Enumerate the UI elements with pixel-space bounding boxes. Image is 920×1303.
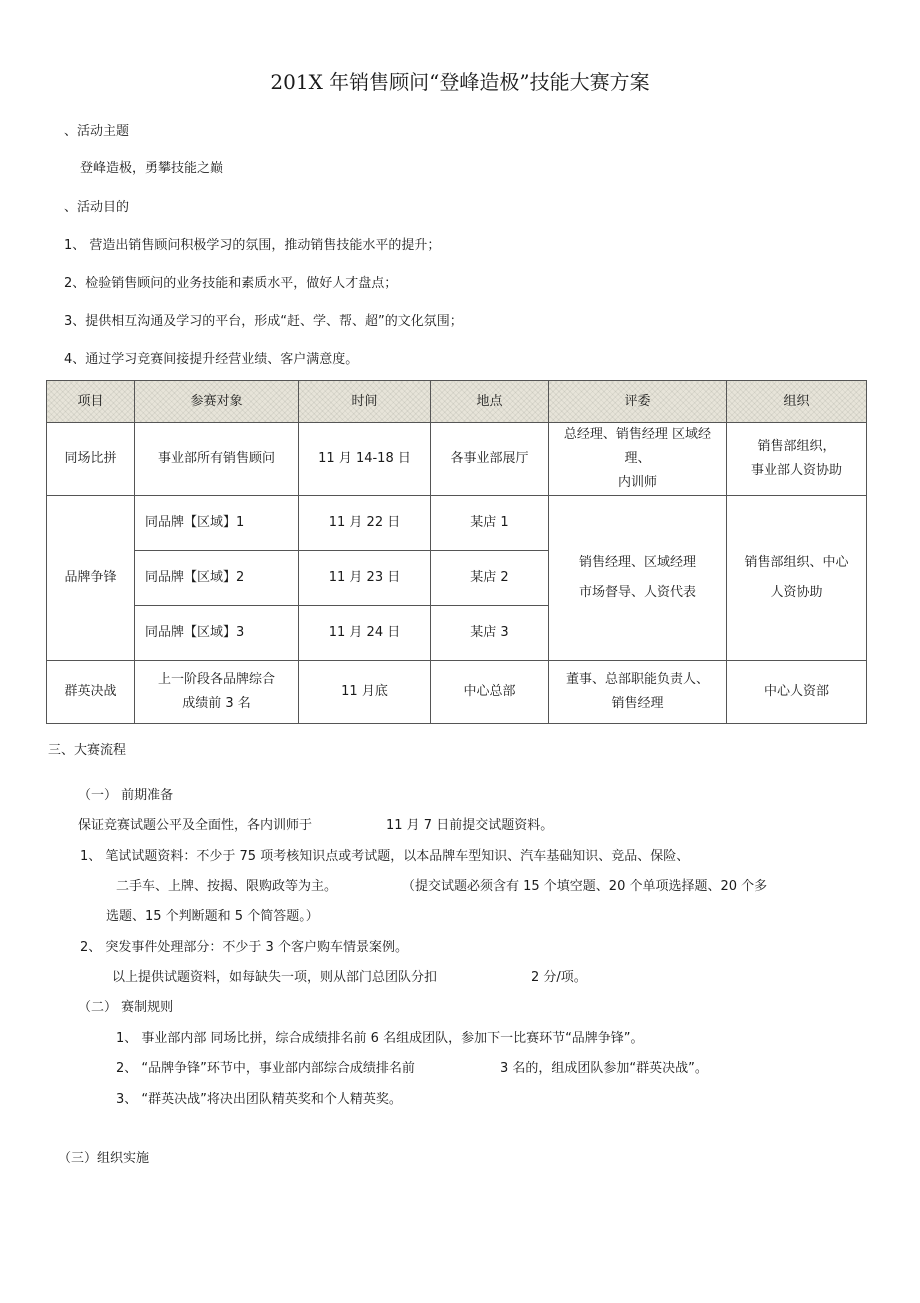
location: 某店 3 — [431, 606, 549, 661]
participants — [135, 661, 299, 724]
section1-text: 登峰造极，勇攀技能之巅 — [80, 161, 224, 176]
table-row — [47, 423, 867, 496]
judges-line: 销售经理 — [611, 696, 664, 711]
organizer-line: 销售部组织， — [757, 439, 836, 454]
organizer — [727, 496, 867, 661]
table-row — [47, 496, 867, 551]
competition-table — [46, 380, 867, 724]
participants-line: 成绩前 3 名 — [182, 696, 251, 711]
rule-item: 2、 “品牌争锋”环节中，事业部内部综合成绩排名前 — [116, 1061, 415, 1076]
participants-line: 上一阶段各品牌综合 — [157, 672, 275, 687]
prep-penalty-points: 2 分/项。 — [531, 970, 587, 985]
goal-item: 2、检验销售顾问的业务技能和素质水平，做好人才盘点； — [64, 276, 398, 291]
table-row — [47, 661, 867, 724]
location: 某店 2 — [431, 551, 549, 606]
section3-heading: 三、大赛流程 — [48, 743, 127, 758]
prep-heading: （一） 前期准备 — [78, 788, 174, 803]
goal-item: 3、提供相互沟通及学习的平台，形成“赶、学、帮、超”的文化氛围； — [64, 314, 463, 329]
prep-intro: 保证竞赛试题公平及全面性，各内训师于 — [78, 818, 313, 833]
org-heading: （三）组织实施 — [58, 1151, 150, 1166]
participants: 同品牌【区域】2 — [135, 551, 299, 606]
section1-heading: 、活动主题 — [64, 124, 130, 139]
organizer-line: 销售部组织、中心 — [744, 555, 849, 570]
prep-item-case: 2、 突发事件处理部分：不少于 3 个客户购车情景案例。 — [80, 940, 408, 955]
location: 中心总部 — [431, 661, 549, 724]
header-cell: 时间 — [299, 381, 431, 423]
judges-line: 市场督导、人资代表 — [578, 585, 696, 600]
prep-intro-date: 11 月 7 日前提交试题资料。 — [386, 818, 554, 833]
organizer: 中心人资部 — [727, 661, 867, 724]
time: 11 月底 — [299, 661, 431, 724]
judges — [549, 423, 727, 496]
goal-item: 1、 营造出销售顾问积极学习的氛围，推动销售技能水平的提升； — [64, 238, 441, 253]
judges — [549, 661, 727, 724]
rule-item: 1、 事业部内部 同场比拼，综合成绩排名前 6 名组成团队，参加下一比赛环节“品牌争锋”。 — [116, 1031, 644, 1046]
event-name: 品牌争锋 — [47, 496, 135, 661]
organizer-line: 人资协助 — [770, 585, 823, 600]
judges-line: 总经理、销售经理 区域经理、 — [563, 427, 712, 466]
judges-line: 董事、总部职能负责人、 — [565, 672, 709, 687]
prep-item-written: 1、 笔试试题资料：不少于 75 项考核知识点或考试题，以本品牌车型知识、汽车基础知识、竞品、保险、 — [80, 849, 690, 864]
time: 11 月 23 日 — [299, 551, 431, 606]
section2-heading: 、活动目的 — [64, 200, 130, 215]
participants: 事业部所有销售顾问 — [135, 423, 299, 496]
rule-item-cont: 3 名的，组成团队参加“群英决战”。 — [500, 1061, 708, 1076]
judges — [549, 496, 727, 661]
time: 11 月 22 日 — [299, 496, 431, 551]
prep-penalty: 以上提供试题资料，如每缺失一项，则从部门总团队分扣 — [112, 970, 438, 985]
location: 某店 1 — [431, 496, 549, 551]
header-cell: 地点 — [431, 381, 549, 423]
goal-item: 4、通过学习竞赛间接提升经营业绩、客户满意度。 — [64, 352, 359, 367]
event-name: 群英决战 — [47, 661, 135, 724]
prep-item-written-note: （提交试题必须含有 15 个填空题、20 个单项选择题、20 个多 — [402, 879, 768, 894]
location: 各事业部展厅 — [431, 423, 549, 496]
header-cell: 组织 — [727, 381, 867, 423]
rule-item: 3、 “群英决战”将决出团队精英奖和个人精英奖。 — [116, 1092, 402, 1107]
organizer-line: 事业部人资协助 — [750, 463, 842, 478]
header-cell: 项目 — [47, 381, 135, 423]
judges-line: 销售经理、区域经理 — [578, 555, 696, 570]
prep-item-written-cont: 二手车、上牌、按揭、限购政等为主。 — [116, 879, 338, 894]
judges-line: 内训师 — [617, 475, 657, 490]
event-name: 同场比拼 — [47, 423, 135, 496]
organizer — [727, 423, 867, 496]
table-header-row — [47, 381, 867, 423]
rules-heading: （二） 赛制规则 — [78, 1000, 174, 1015]
participants: 同品牌【区域】3 — [135, 606, 299, 661]
page-title: 201X 年销售顾问“登峰造极”技能大赛方案 — [270, 70, 650, 94]
header-cell: 参赛对象 — [135, 381, 299, 423]
time: 11 月 14-18 日 — [299, 423, 431, 496]
prep-item-written-note-cont: 选题、15 个判断题和 5 个简答题。） — [106, 909, 319, 924]
participants: 同品牌【区域】1 — [135, 496, 299, 551]
time: 11 月 24 日 — [299, 606, 431, 661]
header-cell: 评委 — [549, 381, 727, 423]
